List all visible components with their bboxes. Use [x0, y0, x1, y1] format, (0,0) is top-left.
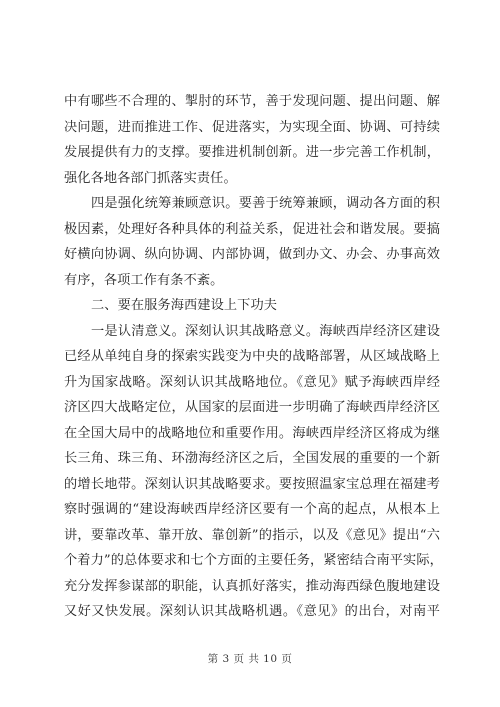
text-line: 的增长地带。深刻认识其战略要求。要按照温家宝总理在福建考: [64, 476, 440, 492]
text-line: 决问题，进而推进工作、促进落实，为实现全面、协调、可持续: [64, 119, 440, 135]
text-line: 又好又快发展。深刻认识其战略机遇。《意见》的出台，对南平: [64, 604, 440, 619]
page-number-footer: 第 3 页 共 10 页: [207, 653, 293, 665]
text-line: 升为国家战略。深刻认识其战略地位。《意见》赋予海峡西岸经: [64, 374, 440, 390]
text-line: 济区四大战略定位，从国家的层面进一步明确了海峡西岸经济区: [64, 400, 440, 415]
text-line: 个着力”的总体要求和七个方面的主要任务，紧密结合南平实际，: [64, 553, 443, 568]
text-line: 讲，要靠改革、靠开放、靠创新”的指示，以及《意见》提出“六: [64, 527, 440, 543]
section-heading: 二、要在服务海西建设上下功夫: [91, 298, 278, 313]
text-line: 察时强调的“建设海峡西岸经济区要有一个高的起点，从根本上: [64, 502, 440, 517]
text-line: 已经从单纯自身的探索实践变为中央的战略部署，从区域战略上: [64, 349, 440, 364]
text-line: 中有哪些不合理的、掣肘的环节，善于发现问题、提出问题、解: [64, 94, 440, 109]
text-line: 强化各地各部门抓落实责任。: [64, 170, 237, 186]
paragraph-start-line: 四是强化统筹兼顾意识。要善于统筹兼顾，调动各方面的积: [91, 196, 440, 211]
document-body: [64, 89, 443, 625]
text-line: 长三角、珠三角、环渤海经济区之后，全国发展的重要的一个新: [64, 451, 440, 466]
text-line: 充分发挥参谋部的职能，认真抓好落实，推动海西绿色腹地建设: [64, 578, 440, 594]
text-line: 在全国大局中的战略地位和重要作用。海峡西岸经济区将成为继: [64, 425, 440, 441]
paragraph-start-line: 一是认清意义。深刻认识其战略意义。海峡西岸经济区建设: [91, 323, 440, 339]
text-line: 有序，各项工作有条不紊。: [64, 272, 224, 288]
text-line: 好横向协调、纵向协调、内部协调，做到办文、办会、办事高效: [64, 247, 440, 262]
text-line: 发展提供有力的支撑。要推进机制创新。进一步完善工作机制，: [64, 145, 440, 160]
text-line: 极因素，处理好各种具体的利益关系，促进社会和谐发展。要搞: [64, 221, 440, 237]
